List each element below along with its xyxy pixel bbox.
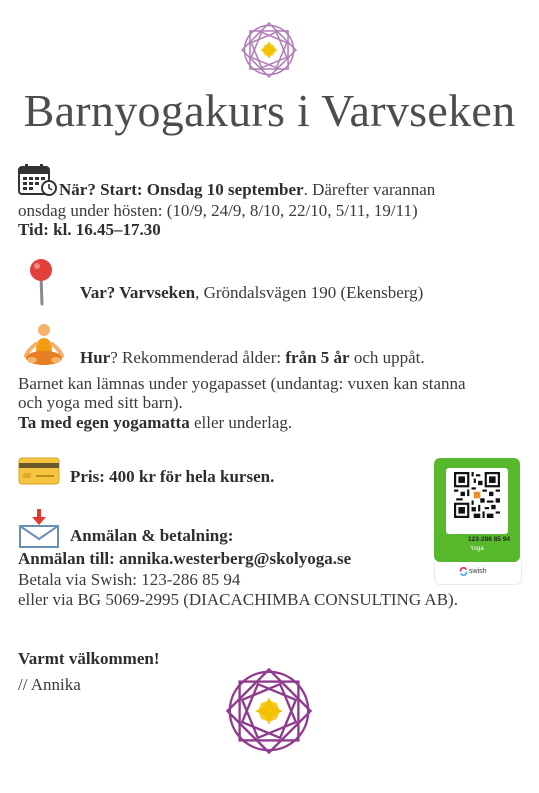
where-label: Var? Varvseken — [80, 283, 196, 302]
who-line3: och yoga med sitt barn). — [18, 393, 183, 412]
signup-email[interactable]: Anmälan till: annika.westerberg@skolyoga.se — [18, 549, 352, 568]
who-rest2: och uppåt. — [349, 348, 425, 367]
where-rest: , Gröndalsvägen 190 (Ekensberg) — [195, 283, 424, 302]
swish-qr-card — [434, 458, 520, 562]
welcome-text: Varmt välkommen! — [18, 649, 160, 668]
price-text: Pris: 400 kr för hela kursen. — [70, 467, 275, 486]
signup-heading: Anmälan & betalning: — [70, 526, 234, 545]
who-bring — [18, 414, 292, 431]
credit-card-icon — [18, 457, 60, 485]
qr-code-icon — [446, 468, 510, 543]
signature-text: // Annika — [18, 675, 81, 694]
mandala-bottom-icon — [220, 662, 318, 765]
swish-logo-icon — [459, 567, 468, 576]
who-bring-rest: eller underlag. — [189, 413, 293, 432]
swish-footer — [434, 562, 522, 585]
where-line — [80, 284, 423, 301]
when-rest: . Därefter varannan — [303, 180, 436, 199]
who-rest1: ? Rekommenderad ålder: — [110, 348, 286, 367]
who-line — [80, 349, 425, 366]
when-time: Tid: kl. 16.45–17.30 — [18, 220, 161, 239]
yoga-person-icon — [20, 322, 68, 370]
who-age: från 5 år — [285, 348, 350, 367]
swish-number: 123-286 85 94 — [468, 536, 510, 543]
calendar-clock-icon — [18, 164, 58, 196]
signup-swish: Betala via Swish: 123-286 85 94 — [18, 570, 241, 589]
mandala-top-icon — [235, 16, 303, 89]
envelope-arrow-icon — [18, 509, 60, 549]
who-bring-bold: Ta med egen yogamatta — [18, 413, 190, 432]
map-pin-icon — [28, 258, 54, 306]
who-line2: Barnet kan lämnas under yogapasset (undantag: vuxen kan stanna — [18, 374, 466, 393]
signup-bankgiro: eller via BG 5069-2995 (DIACACHIMBA CONSULTING AB). — [18, 590, 458, 609]
when-dates: onsdag under hösten: (10/9, 24/9, 8/10, 22/10, 5/11, 19/11) — [18, 201, 418, 220]
swish-caption: Yoga — [470, 546, 484, 552]
when-line — [59, 181, 435, 198]
page-title: Barnyogakurs i Varvseken — [23, 85, 516, 136]
who-label: Hur — [80, 348, 111, 367]
swish-brand: swish — [469, 568, 487, 575]
when-label: När? Start: Onsdag 10 september — [59, 180, 304, 199]
